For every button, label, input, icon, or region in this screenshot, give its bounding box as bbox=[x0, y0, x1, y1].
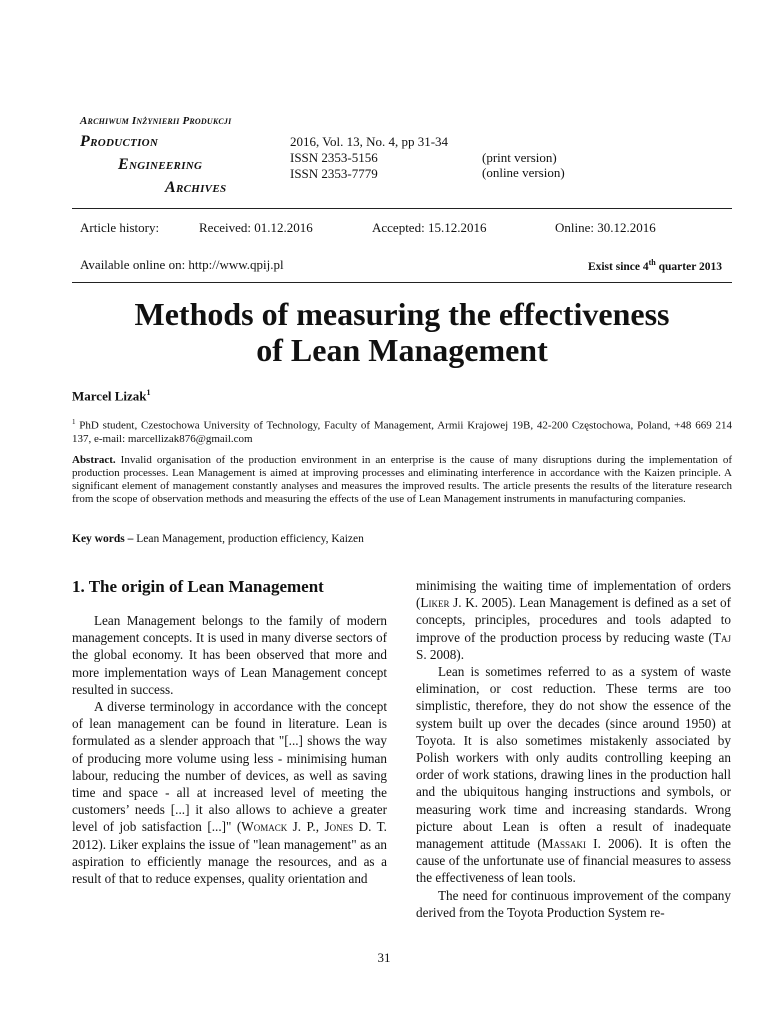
available-online: Available online on: http://www.qpij.pl bbox=[80, 257, 284, 272]
affiliation-text: PhD student, Czestochowa University of Technology, Faculty of Management, Armii Krajowej 19B, 42-200 Częstochowa, Poland, +48 669 214 137, e-mail: marcellizak876@gmail.com bbox=[72, 419, 732, 446]
paragraph-text: S. 2008). bbox=[416, 646, 464, 662]
paragraph: Lean Management belongs to the family of modern management concepts. It is used in many diverse sectors of the global economy. It has been observed that more and more implementation ways of Lean Management concept resulted in success. bbox=[72, 613, 387, 697]
paragraph-text: J. P., bbox=[287, 819, 325, 835]
title-line2: of Lean Management bbox=[256, 332, 548, 368]
print-version-label: (print version) bbox=[482, 150, 557, 165]
article-history-label: Article history: bbox=[80, 220, 160, 235]
exist-sup: th bbox=[648, 258, 656, 267]
paragraph-text: D. T. 2012). Liker explains the issue of "lean management" as an aspiration to efficiently manage the resources, and as a result of that to reduce expenses, quality orientation and bbox=[72, 819, 387, 887]
received-date: Received: 01.12.2016 bbox=[199, 220, 313, 235]
paragraph bbox=[416, 577, 731, 663]
paragraph bbox=[72, 698, 387, 887]
paragraph bbox=[416, 663, 731, 887]
exist-suffix: quarter 2013 bbox=[655, 260, 722, 273]
accepted-date: Accepted: 15.12.2016 bbox=[372, 220, 487, 235]
abstract-text: Invalid organisation of the production environment in an enterprise is the cause of many disruptions during the implementation of production processes. Lean Management is aimed at improving processes and eliminating interference in accordance with the Kaizen principle. A significant element of management constantly analyses and measures the improved results. The article presents the results of the literature research from the scope of observation methods and measuring the effects of the use of Lean Management instruments in manufacturing companies. bbox=[72, 454, 732, 505]
page-number: 31 bbox=[377, 950, 391, 965]
exist-prefix: Exist since 4 bbox=[587, 260, 649, 273]
paragraph-text: A diverse terminology in accordance with the concept of lean management can be found in literature. Lean is formulated as a slender approach that "[...] shows the way of producing more volume using less - minimising human labour, reducing the number of devices, as well as saving time and space - all at increased level of meeting the customers’ needs [...] it also allows to achieve a greater level of job satisfaction [...]" ( bbox=[72, 699, 387, 835]
online-date: Online: 30.12.2016 bbox=[555, 220, 656, 235]
abstract-label: Abstract. bbox=[72, 454, 116, 466]
author-affiliation bbox=[72, 416, 732, 447]
paragraph-text: Lean is sometimes referred to as a system of waste elimination, or cost reduction. These terms are too simplistic, therefore, they do not show the essence of the system built up over the decades (since around 1950) at Toyota. It is also sometimes mistakenly associated by Polish workers with only audits controlling keeping an order of work stations, drawing lines in the production hall and the ubiquitous hanging instructions and symbols, or measuring work time and increasing standards. Wrong picture about Lean is often a result of inadequate management attitude ( bbox=[416, 664, 731, 852]
header-divider-top bbox=[72, 208, 732, 209]
keywords-label: Key words – bbox=[72, 533, 134, 545]
online-version-label: (online version) bbox=[482, 165, 565, 180]
journal-polish-name: Archiwum Inżynierii Produkcji bbox=[80, 115, 232, 127]
publication-info bbox=[290, 134, 448, 182]
title-line1: Methods of measuring the effectiveness bbox=[134, 296, 670, 332]
keywords bbox=[72, 533, 732, 545]
header-divider-bottom bbox=[72, 282, 732, 283]
author-name bbox=[72, 388, 151, 404]
author-name-text: Marcel Lizak bbox=[72, 388, 147, 404]
journal-name-line3: Archives bbox=[165, 179, 227, 196]
affiliation-sup: 1 bbox=[72, 418, 76, 426]
abstract bbox=[72, 454, 732, 506]
article-title bbox=[72, 296, 732, 368]
author-sup: 1 bbox=[146, 388, 151, 397]
paragraph-text: I. 2006). It is often the cause of the unfortunate use of financial measures to assess the effectiveness of lean tools. bbox=[416, 836, 731, 886]
left-column bbox=[72, 612, 387, 887]
journal-name-line1: Production bbox=[80, 133, 159, 150]
citation-author: Taj bbox=[712, 629, 731, 645]
version-labels bbox=[482, 150, 565, 180]
issn-print: ISSN 2353-5156 bbox=[290, 150, 378, 165]
paragraph: The need for continuous improvement of the company derived from the Toyota Production System re- bbox=[416, 887, 731, 920]
paragraph-text: minimising the waiting time of implementation of orders ( bbox=[416, 578, 731, 611]
paragraph-text: J. K. 2005). Lean Management is defined as a set of concepts, principles, procedures and tools adapted to improve of the production process by reducing waste ( bbox=[416, 595, 731, 645]
citation-author: Womack bbox=[241, 819, 288, 835]
keywords-text: Lean Management, production efficiency, Kaizen bbox=[133, 533, 364, 545]
section-heading: 1. The origin of Lean Management bbox=[72, 577, 324, 596]
issn-online: ISSN 2353-7779 bbox=[290, 166, 378, 181]
citation-author: Massaki bbox=[541, 836, 586, 852]
volume-info: 2016, Vol. 13, No. 4, pp 31-34 bbox=[290, 134, 449, 149]
citation-author: Jones bbox=[324, 819, 354, 835]
right-column bbox=[416, 577, 731, 921]
journal-name-line2: Engineering bbox=[118, 156, 203, 173]
exist-since bbox=[588, 258, 722, 273]
citation-author: Liker bbox=[420, 595, 450, 611]
